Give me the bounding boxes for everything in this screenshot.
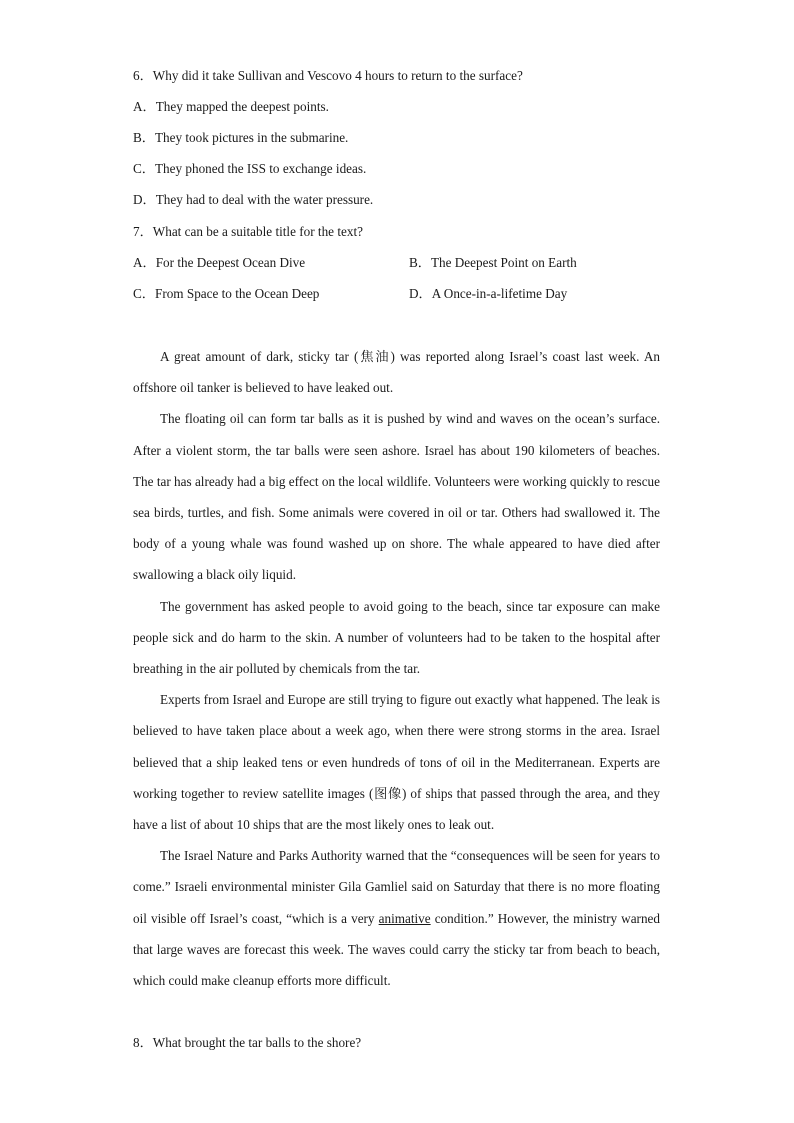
question-8-stem: 8．What brought the tar balls to the shore? (133, 1035, 362, 1050)
passage-paragraph-1: A great amount of dark, sticky tar (焦油) was reported along Israel’s coast last week. An offshore oil tanker is believed to have leaked out. (133, 349, 660, 396)
paragraph-5-text-before: The Israel Nature and Parks Authority warned that the “consequences will be seen for years to come.” Israeli environmental minister Gila Gamliel said on Saturday that there is no more floating oil visible off Israel’s coast, “which is a very (133, 848, 660, 926)
question-7-option-c: C．From Space to the Ocean Deep (133, 286, 320, 301)
reading-passage (133, 341, 660, 996)
paragraph-5-text-after: condition.” However, the ministry warned that large waves are forecast this week. The waves could carry the sticky tar from beach to beach, which could make cleanup efforts more difficult. (133, 910, 660, 989)
question-7-option-a: A．For the Deepest Ocean Dive (133, 255, 306, 270)
question-6-option-c: C．They phoned the ISS to exchange ideas. (133, 161, 367, 176)
question-7-option-d: D．A Once-in-a-lifetime Day (409, 286, 568, 301)
passage-paragraph-3: The government has asked people to avoid going to the beach, since tar exposure can make people sick and do harm to the skin. A number of volunteers had to be taken to the hospital after breathing in the air polluted by chemicals from the tar. (133, 598, 660, 677)
question-6-option-a: A．They mapped the deepest points. (133, 99, 329, 114)
question-6-stem: 6．Why did it take Sullivan and Vescovo 4 hours to return to the surface? (133, 68, 523, 83)
passage-paragraph-4: Experts from Israel and Europe are still trying to figure out exactly what happened. The leak is believed to have taken place about a week ago, when there were strong storms in the area. Israel believed that a ship leaked tens or even hundreds of tons of oil in the Mediterranean. Experts are working together to review satellite images (图像) of ships that passed through the area, and they have a list of about 10 ships that are the most likely ones to leak out. (133, 692, 660, 833)
question-6-option-d: D．They had to deal with the water pressure. (133, 192, 374, 207)
underlined-word: animative (378, 910, 431, 926)
passage-paragraph-5 (133, 840, 660, 996)
question-7-option-b: B．The Deepest Point on Earth (409, 255, 577, 270)
question-7-stem: 7．What can be a suitable title for the text? (133, 224, 363, 239)
passage-paragraph-2: The floating oil can form tar balls as it is pushed by wind and waves on the ocean’s surface. After a violent storm, the tar balls were seen ashore. Israel has about 190 kilometers of beaches. The tar has already had a big effect on the local wildlife. Volunteers were working quickly to rescue sea birds, turtles, and fish. Some animals were covered in oil or tar. Others had swallowed it. The body of a young whale was found washed up on shore. The whale appeared to have died after swallowing a black oily liquid. (133, 411, 660, 583)
question-6-option-b: B．They took pictures in the submarine. (133, 130, 349, 145)
